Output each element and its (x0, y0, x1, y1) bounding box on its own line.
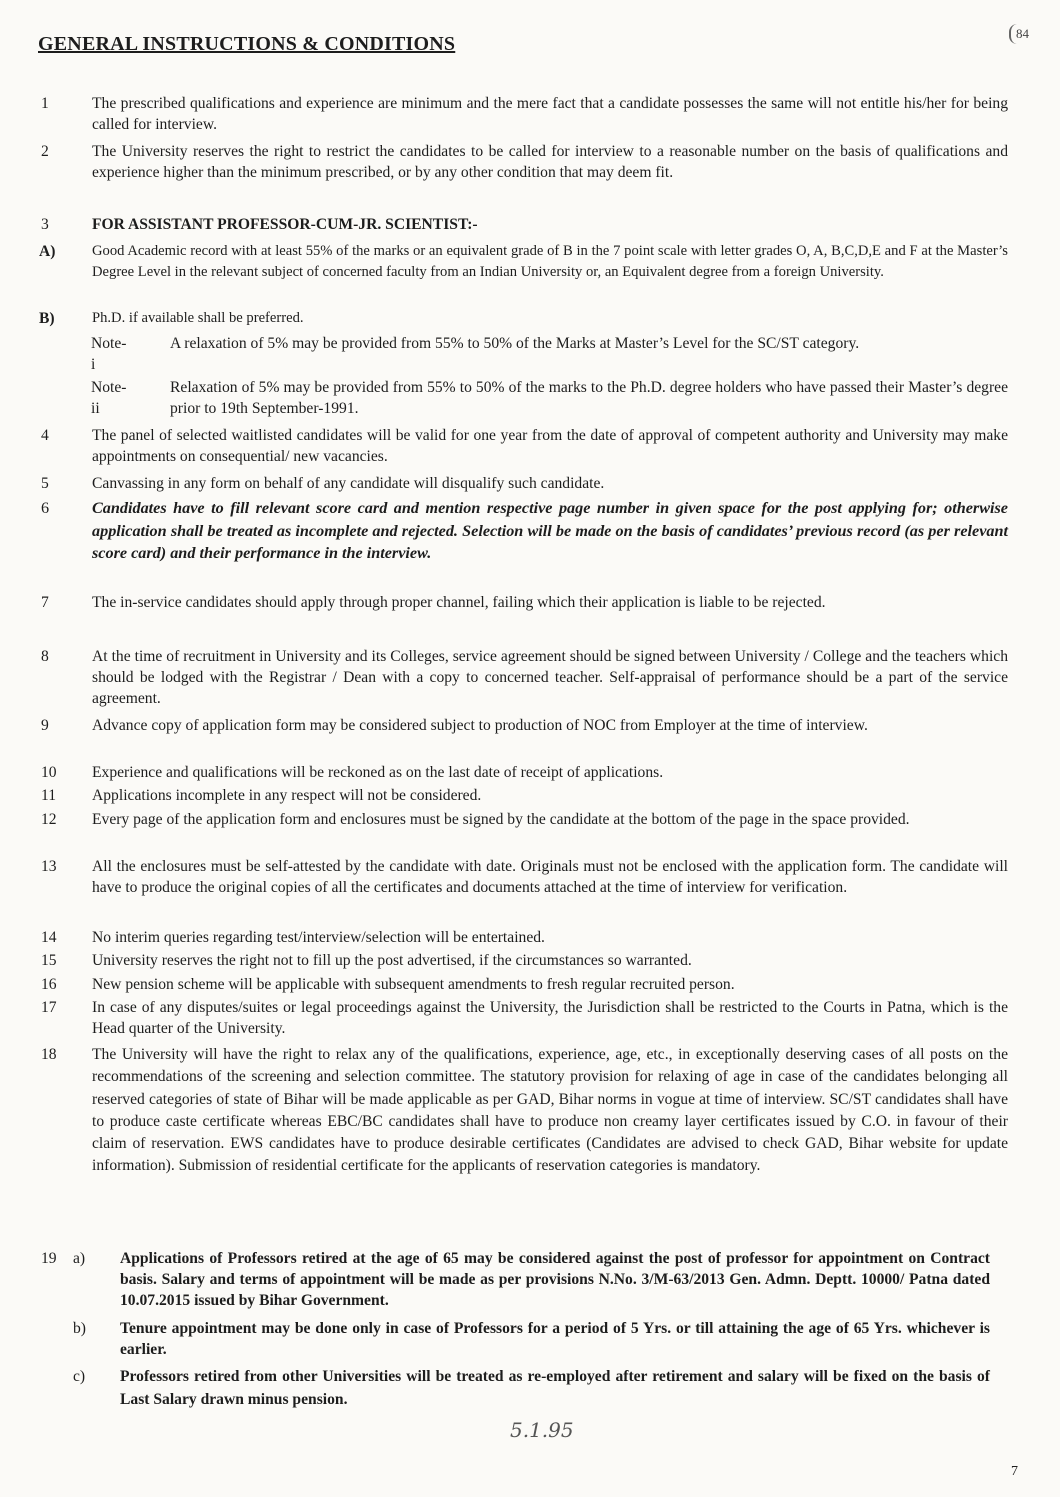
note-text: A relaxation of 5% may be provided from 55% to 50% of the Marks at Master’s Level for the SC/ST category. (170, 335, 860, 352)
item-text: Advance copy of application form may be considered subject to production of NOC from Employer at the time of interview. (92, 717, 868, 734)
item-text: No interim queries regarding test/interview/selection will be entertained. (92, 929, 545, 946)
sub-item-text: Tenure appointment may be done only in case of Professors for a period of 5 Yrs. or till attaining the age of 65 Yrs. whichever is earlier. (120, 1320, 990, 1358)
item-number: 5 (41, 475, 49, 492)
item-text: Experience and qualifications will be reckoned as on the last date of receipt of applications. (92, 764, 664, 781)
item-text: Good Academic record with at least 55% of the marks or an equivalent grade of B in the 7 point scale with letter grades O, A, B,C,D,E and F at the Master’s Degree Level in the relevant subject of concerned faculty from an Indian University or, an Equivalent degree from a foreign University. (92, 243, 1008, 280)
item-text: Canvassing in any form on behalf of any candidate will disqualify such candidate. (92, 475, 605, 492)
item-text: New pension scheme will be applicable with subsequent amendments to fresh regular recruited person. (92, 976, 735, 993)
item-text: Ph.D. if available shall be preferred. (92, 310, 304, 326)
note-label: Note-i (91, 335, 127, 373)
item-text: The University reserves the right to restrict the candidates to be called for interview to a reasonable number on the basis of qualifications and experience higher than the minimum prescribed, or by any other condition that may deem fit. (92, 143, 1008, 181)
sub-item-text: Applications of Professors retired at the age of 65 may be considered against the post of professor for appointment on Contract basis. Salary and terms of appointment will be made as per provisions N.No. 3/M-63/2013 Gen. Admn. Deptt. 10000/ Patna dated 10.07.2015 issued by Bihar Government. (120, 1250, 990, 1309)
item-number: 11 (41, 787, 57, 804)
sub-item-label: c) (73, 1368, 86, 1385)
item-text: Every page of the application form and enclosures must be signed by the candidate at the bottom of the page in the space provided. (92, 811, 910, 828)
item-text: Applications incomplete in any respect will not be considered. (92, 787, 482, 804)
note-label: Note-ii (91, 379, 127, 417)
sub-item-text: Professors retired from other Universities will be treated as re-employed after retirement and salary will be fixed on the basis of Last Salary drawn minus pension. (120, 1368, 990, 1408)
section-heading-text: FOR ASSISTANT PROFESSOR-CUM-JR. SCIENTIST:- (92, 216, 478, 233)
item-number: 9 (41, 717, 49, 734)
note-text: Relaxation of 5% may be provided from 55% to 50% of the marks to the Ph.D. degree holders who have passed their Master’s degree prior to 19th September-1991. (170, 379, 1008, 417)
item-number: 3 (41, 216, 49, 233)
item-number: 7 (41, 594, 49, 611)
item-text: All the enclosures must be self-attested by the candidate with date. Originals must not be enclosed with the application form. The candidate will have to produce the original copies of all the certificates and documents attached at the time of interview for verification. (92, 858, 1008, 896)
item-text: The University will have the right to relax any of the qualifications, experience, age, etc., in exceptionally deserving cases of all posts on the recommendations of the screening and selection committee. The statutory provision for relaxing of age in case of the candidates belonging all reserved categories of state of Bihar will be made applicable as per GAD, Bihar norms in vogue at time of interview. SC/ST candidates shall have to produce caste certificate whereas EBC/BC candidates shall have to produce non creamy layer certificates issued by C.O. in favour of their claim of reservation. EWS candidates have to produce desirable certificates (Candidates are advised to check GAD, Bihar website for update information). Submission of residential certificate for the applicants of reservation categories is mandatory. (92, 1046, 1008, 1175)
page-number: 7 (1011, 1464, 1018, 1479)
item-number: 6 (41, 499, 50, 517)
item-text: Candidates have to fill relevant score card and mention respective page number in given space for the post applying for; otherwise application shall be treated as incomplete and rejected. Selection will be made on the basis of candidates’ previous record (as per relevant score card) and their performance in the interview. (92, 499, 1008, 562)
item-text: The prescribed qualifications and experience are minimum and the mere fact that a candidate possesses the same will not entitle his/her for being called for interview. (92, 95, 1008, 133)
item-number: 14 (41, 929, 57, 946)
sub-item-label: b) (73, 1320, 86, 1337)
item-text: In case of any disputes/suites or legal proceedings against the University, the Jurisdiction shall be restricted to the Courts in Patna, which is the Head quarter of the University. (92, 999, 1008, 1037)
item-number: 4 (41, 427, 49, 444)
item-number: 1 (41, 95, 49, 112)
handwritten-corner-mark: 84 (1009, 24, 1034, 44)
handwritten-note: 5.1.95 (510, 1418, 574, 1442)
sub-item-label: a) (73, 1250, 86, 1267)
item-number: 12 (41, 811, 57, 828)
item-text: University reserves the right not to fill up the post advertised, if the circumstances so warranted. (92, 952, 692, 969)
item-label: A) (39, 243, 56, 260)
item-text: The panel of selected waitlisted candidates will be valid for one year from the date of approval of competent authority and University may make appointments on consequential/ new vacancies. (92, 427, 1008, 465)
item-number: 19 (41, 1250, 57, 1267)
item-number: 2 (41, 143, 49, 160)
item-number: 17 (41, 999, 57, 1016)
item-text: The in-service candidates should apply through proper channel, failing which their application is liable to be rejected. (92, 594, 826, 611)
item-number: 18 (41, 1046, 57, 1063)
item-label: B) (39, 310, 55, 327)
item-number: 13 (41, 858, 57, 875)
item-number: 8 (41, 648, 49, 665)
item-number: 15 (41, 952, 57, 969)
item-number: 10 (41, 764, 57, 781)
page-title: GENERAL INSTRUCTIONS & CONDITIONS (38, 33, 456, 55)
item-number: 16 (41, 976, 57, 993)
item-text: At the time of recruitment in University and its Colleges, service agreement should be signed between University / College and the teachers which should be lodged with the Registrar / Dean with a copy to concerned teacher. Self-appraisal of performance should be a part of the service agreement. (92, 648, 1008, 707)
